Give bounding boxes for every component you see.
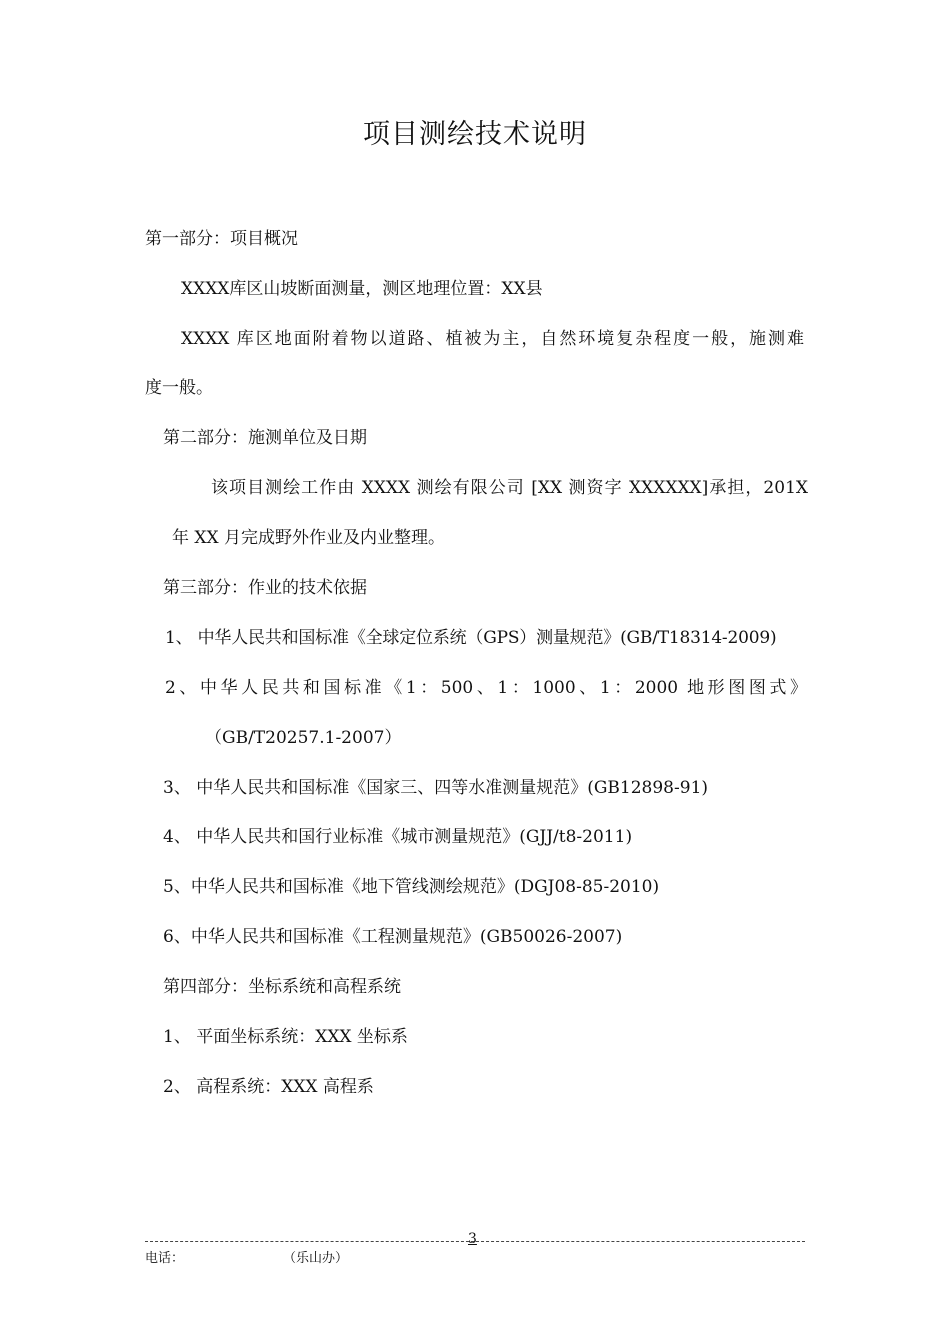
part4-item2: 2、 高程系统：XXX 高程系 [163,1077,374,1097]
document-title: 项目测绘技术说明 [363,119,587,150]
part3-item1: 1、 中华人民共和国标准《全球定位系统（GPS）测量规范》(GB/T18314-2009) [165,628,777,648]
part4-heading: 第四部分：坐标系统和高程系统 [163,977,401,997]
part1-heading: 第一部分：项目概况 [145,229,298,249]
footer-office: （乐山办） [283,1251,349,1266]
part3-item2-line1: 2、中华人民共和国标准《1：500、1：1000、1：2000 地形图图式》 [165,678,807,698]
part1-paragraph2-line2: 度一般。 [145,378,213,398]
part3-item3: 3、 中华人民共和国标准《国家三、四等水准测量规范》(GB12898-91) [163,778,709,798]
part3-item6: 6、中华人民共和国标准《工程测量规范》(GB50026-2007) [163,927,623,947]
part2-paragraph1-line1: 该项目测绘工作由 XXXX 测绘有限公司 [XX 测资字 XXXXXX]承担，201X [211,478,808,498]
part3-item4: 4、 中华人民共和国行业标准《城市测量规范》(GJJ/t8-2011) [163,827,633,847]
part3-heading: 第三部分：作业的技术依据 [163,578,367,598]
page-number: 3 [468,1231,477,1247]
part1-paragraph2-line1: XXXX 库区地面附着物以道路、植被为主，自然环境复杂程度一般，施测难 [181,329,804,349]
part1-paragraph1: XXXX库区山坡断面测量，测区地理位置：XX县 [181,279,543,299]
part3-item5: 5、中华人民共和国标准《地下管线测绘规范》(DGJ08-85-2010) [163,877,660,897]
part4-item1: 1、 平面坐标系统：XXX 坐标系 [163,1027,408,1047]
part2-paragraph1-line2: 年 XX 月完成野外作业及内业整理。 [172,528,446,548]
part3-item2-line2: （GB/T20257.1-2007） [205,728,402,748]
part2-heading: 第二部分：施测单位及日期 [163,428,367,448]
footer-phone-label: 电话： [145,1251,185,1266]
